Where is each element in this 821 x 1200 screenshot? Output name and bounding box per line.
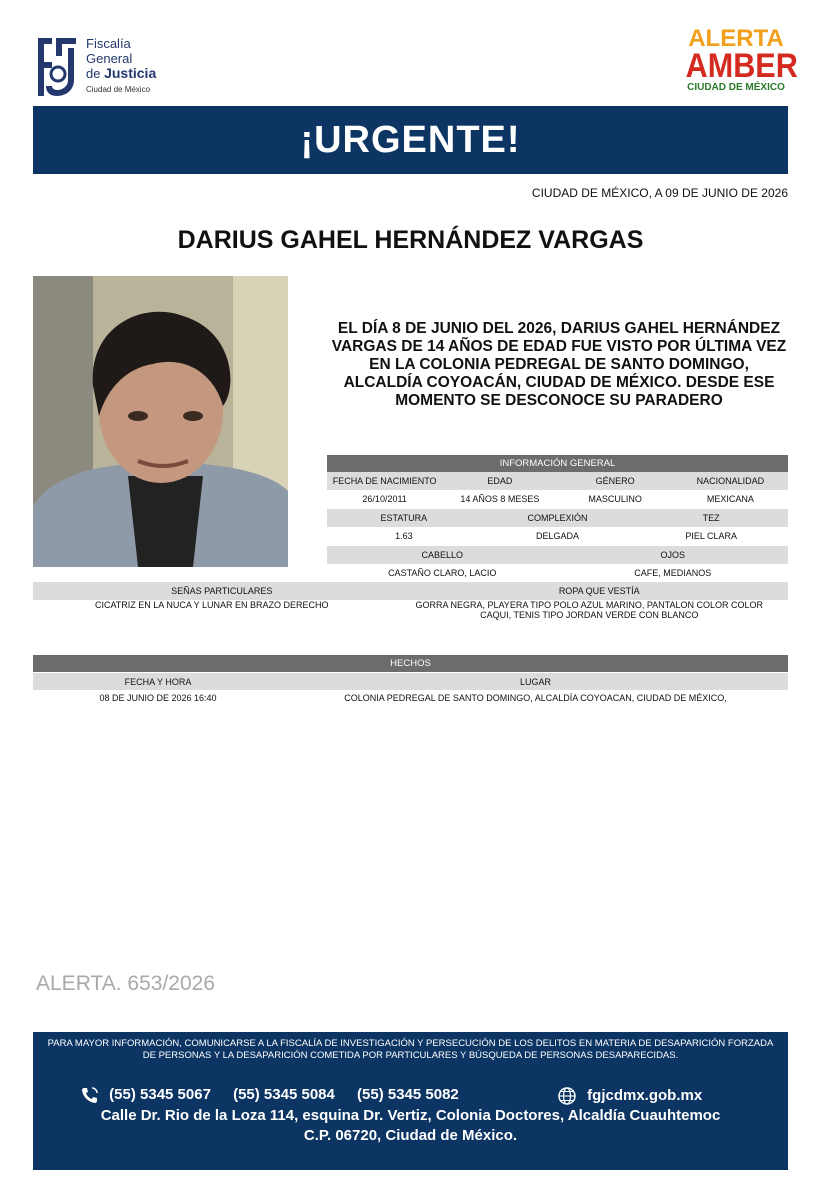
info-general-header [327,455,788,472]
footer [33,1032,788,1170]
header-senas-particulares: SEÑAS PARTICULARES [171,586,273,596]
value-fecha-hora: 08 DE JUNIO DE 2026 16:40 [99,693,217,703]
missing-person-photo [33,276,288,567]
address-line2: C.P. 06720, Ciudad de México. [303,1127,518,1144]
value-genero: MASCULINO [588,494,642,504]
footer-address [33,1106,788,1146]
hechos-header [33,655,788,672]
value-complexion: DELGADA [536,531,580,541]
info-row3-headers [327,546,788,564]
value-estatura: 1.63 [395,531,413,541]
value-edad: 14 AÑOS 8 MESES [460,494,540,504]
header-fecha-nacimiento: FECHA DE NACIMIENTO [332,476,437,486]
disappearance-description: EL DÍA 8 DE JUNIO DEL 2026, DARIUS GAHEL HERNÁNDEZ VARGAS DE 14 AÑOS DE EDAD FUE VISTO POR ÚLTIMA VEZ EN LA COLONIA PEDREGAL DE SANTO DOMINGO, ALCALDÍA COYOACÁN, CIUDAD DE MÉXICO. DESDE ESE MOMENTO SE DESCONOCE SU PARADERO [331,320,787,409]
footer-info: PARA MAYOR INFORMACIÓN, COMUNICARSE A LA FISCALÍA DE INVESTIGACIÓN Y PERSECUCIÓN DE LOS DELITOS EN MATERIA DE DESAPARICIÓN FORZADA DE PERSONAS Y LA DESAPARICIÓN COMETIDA POR PARTICULARES Y BÚSQUEDA DE PERSONAS DESAPARECIDAS. [47,1038,774,1061]
fgj-line4: Ciudad de México [86,85,151,94]
info-row2-values [327,527,788,545]
amber-line2: AMBER [685,47,798,85]
phone-1[interactable]: (55) 5345 5067 [109,1086,211,1103]
header-tez: TEZ [702,513,720,523]
info-row2-headers [327,509,788,527]
hechos-col-headers [33,673,788,690]
info-row1-values [327,490,788,508]
header-complexion: COMPLEXIÓN [527,513,588,523]
alert-number: ALERTA. 653/2026 [36,972,216,995]
phone-3[interactable]: (55) 5345 5082 [357,1086,459,1103]
value-lugar: COLONIA PEDREGAL DE SANTO DOMINGO, ALCALDÍA COYOACAN, CIUDAD DE MÉXICO, [344,693,727,703]
alerta-amber-logo [680,25,798,102]
header-fecha-hora: FECHA Y HORA [124,676,192,687]
fgj-emblem-icon [34,36,80,98]
amber-line1: ALERTA [688,25,784,52]
amber-line3: CIUDAD DE MÉXICO [687,82,785,93]
features-values [33,600,788,622]
fgj-line2: General [86,51,133,66]
missing-person-name: DARIUS GAHEL HERNÁNDEZ VARGAS [177,226,644,254]
value-fecha-nacimiento: 26/10/2011 [362,494,407,504]
phone-2[interactable]: (55) 5345 5084 [233,1086,335,1103]
phone-icon [81,1086,99,1104]
header-genero: GÉNERO [595,476,635,486]
header-ropa: ROPA QUE VESTÍA [558,586,640,596]
header-cabello: CABELLO [421,550,464,560]
globe-icon [557,1086,577,1106]
urgent-banner: ¡URGENTE! [33,106,788,174]
info-row1-headers [327,472,788,490]
fgj-line3-bold: Justicia [104,65,157,81]
value-tez: PIEL CLARA [685,531,738,541]
phone-list [81,1086,477,1104]
value-senas-particulares: CICATRIZ EN LA NUCA Y LUNAR EN BRAZO DERECHO [94,600,329,610]
website-link[interactable]: fgjcdmx.gob.mx [587,1086,703,1104]
value-cabello: CASTAÑO CLARO, LACIO [388,568,497,578]
fgj-line1: Fiscalía [86,36,131,51]
value-ojos: CAFE, MEDIANOS [634,568,712,578]
address-line1: Calle Dr. Rio de la Loza 114, esquina Dr. Vertiz, Colonia Doctores, Alcaldía Cuauhtemoc [100,1107,721,1124]
header-ojos: OJOS [660,550,685,560]
fgj-logo [34,34,164,100]
hechos-values [33,690,788,706]
header-lugar: LUGAR [519,676,551,687]
value-nacionalidad: MEXICANA [706,494,754,504]
features-headers [33,582,788,600]
info-general-title: INFORMACIÓN GENERAL [499,458,616,469]
info-row3-values [327,564,788,582]
header-estatura: ESTATURA [380,513,428,523]
website [557,1086,702,1106]
hechos-title: HECHOS [390,658,431,669]
value-ropa: GORRA NEGRA, PLAYERA TIPO POLO AZUL MARINO, PANTALON COLOR COLOR CAQUI, TENIS TIPO JORDAN VERDE CON BLANCO [415,600,764,620]
fgj-line3-prefix: de [86,66,101,81]
issue-date: CIUDAD DE MÉXICO, A 09 DE JUNIO DE 2026 [531,186,788,200]
header-nacionalidad: NACIONALIDAD [696,476,765,486]
header-edad: EDAD [487,476,513,486]
